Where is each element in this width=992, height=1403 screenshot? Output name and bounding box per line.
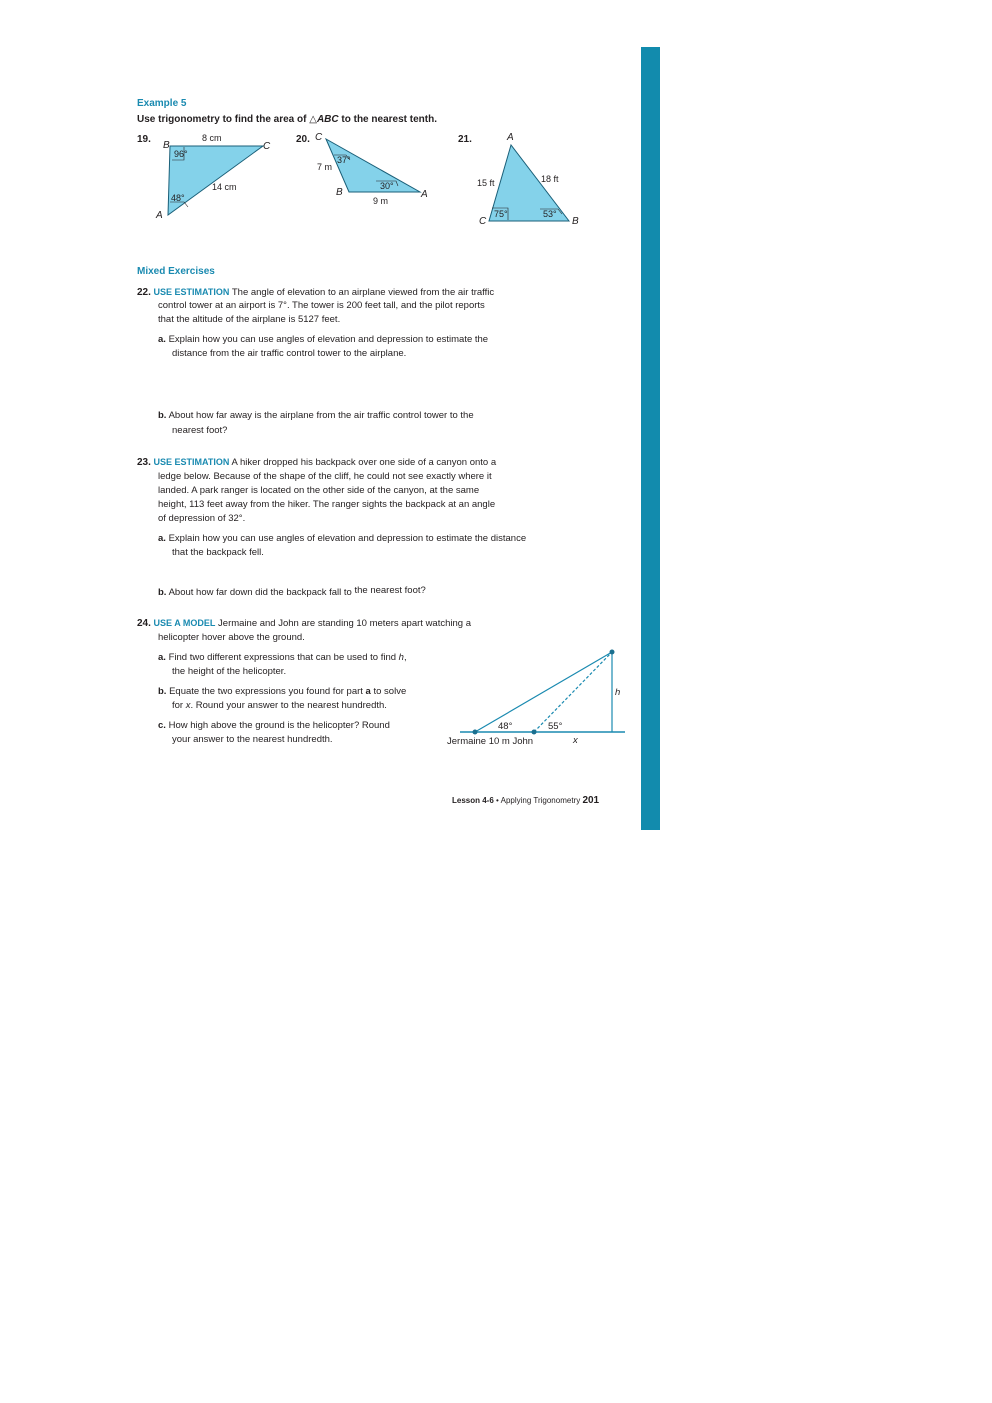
triangle-19-vertex-b: B xyxy=(163,140,170,151)
exercise-23: 23. USE ESTIMATION A hiker dropped his backpack over one side of a canyon onto a xyxy=(137,457,497,468)
triangle-21-angle-b: 53° xyxy=(543,209,557,219)
exercise-22-keyword: USE ESTIMATION xyxy=(153,287,230,297)
angle-55-label: 55° xyxy=(548,721,563,732)
triangle-20-shape xyxy=(326,139,420,192)
triangle-20-figure xyxy=(310,127,440,209)
exercise-24a: a. Find two different expressions that can be used to find h, xyxy=(158,652,407,663)
exercise-24b-line: for x. Round your answer to the nearest hundredth. xyxy=(172,700,387,711)
triangle-21-vertex-b: B xyxy=(572,216,579,227)
exercise-22-line: that the altitude of the airplane is 5127 feet. xyxy=(158,314,341,325)
triangle-21-vertex-a: A xyxy=(507,132,514,143)
triangle-19-angle-b: 96° xyxy=(174,149,188,159)
exercise-22b: b. About how far away is the airplane from the air traffic control tower to the xyxy=(158,410,474,421)
angle-48-label: 48° xyxy=(498,721,513,732)
triangle-19-side-top: 8 cm xyxy=(202,133,222,143)
sightline-john xyxy=(534,652,612,732)
triangle-20-angle-a: 30° xyxy=(380,181,394,191)
example-heading: Example 5 xyxy=(137,98,187,109)
exercise-23-line: of depression of 32°. xyxy=(158,513,246,524)
helicopter-figure xyxy=(440,643,630,753)
exercise-19-number: 19. xyxy=(137,134,151,145)
triangle-20-vertex-a: A xyxy=(421,189,428,200)
ground-caption: Jermaine 10 m John xyxy=(447,736,534,747)
triangle-20-side-left: 7 m xyxy=(317,162,333,172)
exercise-23b: b. About how far down did the backpack fall to the nearest foot? xyxy=(158,585,426,598)
triangle-20-angle-c: 37° xyxy=(337,155,351,165)
exercise-23-line: landed. A park ranger is located on the other side of the canyon, at the same xyxy=(158,485,480,496)
exercise-24: 24. USE A MODEL Jermaine and John are standing 10 meters apart watching a xyxy=(137,618,471,629)
sightline-jermaine xyxy=(475,652,612,732)
exercise-22: 22. USE ESTIMATION The angle of elevation to an airplane viewed from the air traffic xyxy=(137,287,495,298)
example-instruction: Use trigonometry to find the area of △ABC to the nearest tenth. xyxy=(137,114,437,125)
mixed-exercises-heading: Mixed Exercises xyxy=(137,266,215,277)
exercise-23-number: 23. xyxy=(137,457,151,468)
exercise-23a-line: that the backpack fell. xyxy=(172,547,264,558)
triangle-19-angle-a: 48° xyxy=(171,193,185,203)
triangle-19-side-slant: 14 cm xyxy=(212,182,237,192)
exercise-22-line: control tower at an airport is 7°. The tower is 200 feet tall, and the pilot reports xyxy=(158,300,485,311)
exercise-22b-line: nearest foot? xyxy=(172,425,228,436)
triangle-21-side-right: 18 ft xyxy=(541,174,559,184)
helicopter-point xyxy=(610,650,615,655)
exercise-22a-line: distance from the air traffic control tower to the airplane. xyxy=(172,348,407,359)
triangle-21-vertex-c: C xyxy=(479,216,487,227)
triangle-19-vertex-c: C xyxy=(263,141,271,152)
triangle-20-vertex-b: B xyxy=(336,187,343,198)
triangle-21-figure xyxy=(472,126,587,228)
triangle-19-figure xyxy=(150,130,280,225)
exercise-24c: c. How high above the ground is the helicopter? Round xyxy=(158,720,390,731)
triangle-20-side-bottom: 9 m xyxy=(373,196,389,206)
exercise-24-keyword: USE A MODEL xyxy=(153,618,216,628)
exercise-22a: a. Explain how you can use angles of elevation and depression to estimate the xyxy=(158,334,489,345)
exercise-24-line: helicopter hover above the ground. xyxy=(158,632,305,643)
exercise-24-number: 24. xyxy=(137,618,151,629)
page-edge-tab xyxy=(641,47,660,830)
triangle-21-angle-c: 75° xyxy=(494,209,508,219)
x-label: x xyxy=(573,735,578,746)
exercise-23-line: ledge below. Because of the shape of the cliff, he could not see exactly where it xyxy=(158,471,492,482)
height-label: h xyxy=(615,687,621,698)
exercise-20-number: 20. xyxy=(296,134,310,145)
triangle-21-side-left: 15 ft xyxy=(477,178,495,188)
john-point xyxy=(532,730,537,735)
exercise-22-number: 22. xyxy=(137,287,151,298)
page-footer: Lesson 4-6 • Applying Trigonometry 201 xyxy=(452,795,600,806)
exercise-23-keyword: USE ESTIMATION xyxy=(153,457,230,467)
triangle-19-vertex-a: A xyxy=(156,210,163,221)
exercise-24c-line: your answer to the nearest hundredth. xyxy=(172,734,333,745)
exercise-24b: b. Equate the two expressions you found for part a to solve xyxy=(158,686,407,697)
triangle-20-vertex-c: C xyxy=(315,132,323,143)
jermaine-point xyxy=(473,730,478,735)
exercise-23a: a. Explain how you can use angles of elevation and depression to estimate the distance xyxy=(158,533,527,544)
exercise-21-number: 21. xyxy=(458,134,472,145)
exercise-24a-line: the height of the helicopter. xyxy=(172,666,287,677)
exercise-23-line: height, 113 feet away from the hiker. The ranger sights the backpack at an angle xyxy=(158,499,496,510)
